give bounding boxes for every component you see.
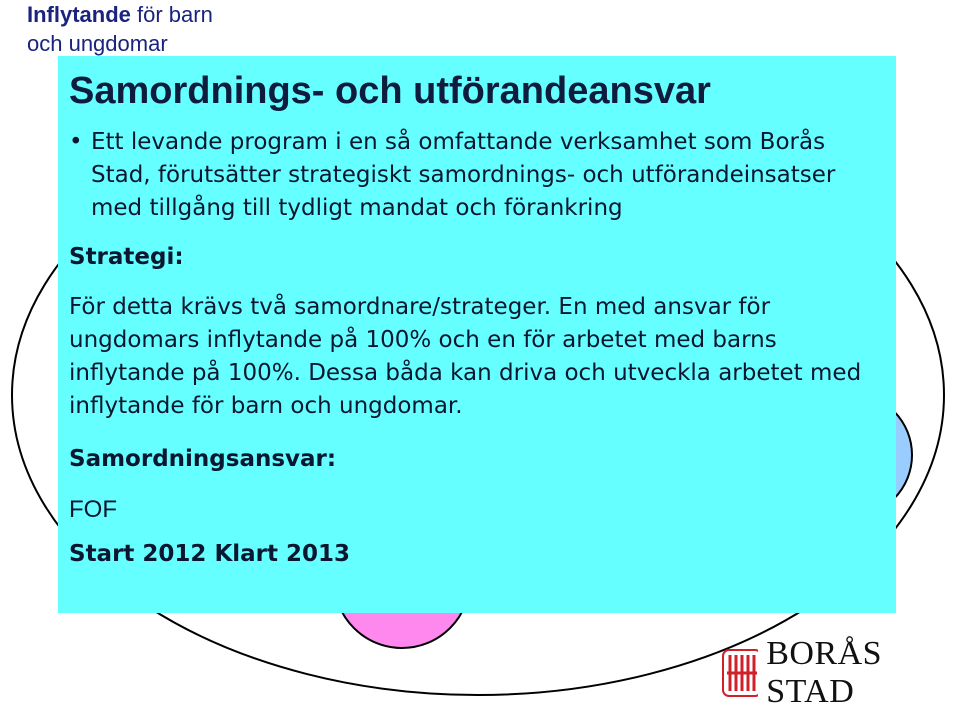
strategy-label: Strategi: xyxy=(69,244,184,270)
boras-stad-logo xyxy=(722,635,959,710)
logo-text: BORÅS STAD xyxy=(766,635,883,710)
strategy-text: För detta krävs två samordnare/strateger. En med ansvar för ungdomars inflytande på 100% och en för arbetet med barns inflytande på 100%. Dessa båda kan driva och utveckla arbetet med inflytande för barn och ungdomar. xyxy=(69,294,862,419)
bullet-icon: • xyxy=(69,129,83,155)
responsibility-value: FOF xyxy=(69,496,117,523)
header-bold: Inflytande xyxy=(27,2,131,27)
responsibility-label: Samordningsansvar: xyxy=(69,446,337,472)
header-rest: för barn xyxy=(130,2,213,27)
slide-header xyxy=(27,0,213,58)
bullet-text: Ett levande program i en så omfattande verksamhet som Borås Stad, förutsätter strategiskt samordnings- och utförandeinsatser med tillgång till tydligt mandat och förankring xyxy=(91,129,836,221)
bullet-item xyxy=(69,126,885,225)
timeline-text: Start 2012 Klart 2013 xyxy=(69,541,351,567)
header-line2: och ungdomar xyxy=(27,31,168,56)
content-panel xyxy=(58,56,896,613)
city-crest-icon xyxy=(722,649,758,697)
panel-title: Samordnings- och utförandeansvar xyxy=(69,70,711,112)
